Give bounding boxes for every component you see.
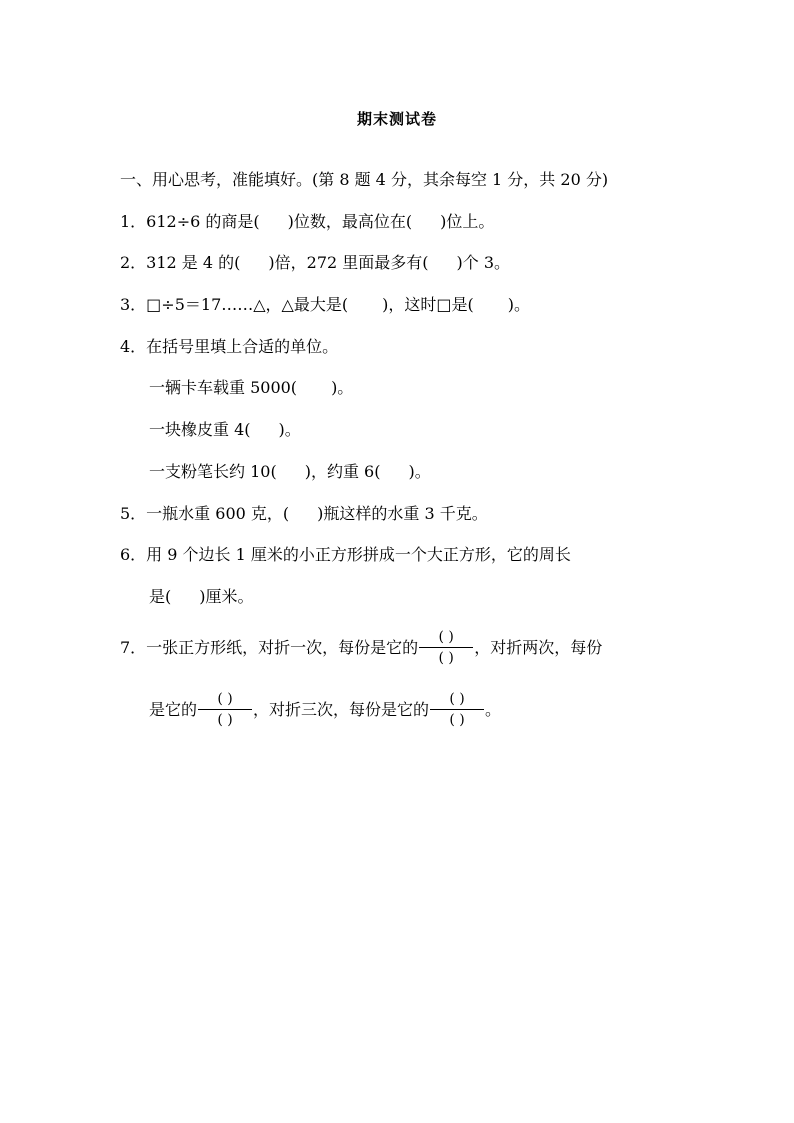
question-3 xyxy=(120,294,530,316)
section-heading: 一、用心思考，准能填好。(第 8 题 4 分，其余每空 1 分，共 20 分) xyxy=(120,170,609,189)
question-7-line-1-b: ，对折两次，每份 xyxy=(474,638,603,657)
question-4-line-2 xyxy=(149,419,301,441)
question-1-text-c: )位上。 xyxy=(440,212,495,231)
question-6-line-2-a: 是( xyxy=(149,587,172,606)
question-4-line-3-b: )，约重 6( xyxy=(304,462,381,481)
question-7-line-2-c: 。 xyxy=(485,700,502,719)
question-2-text-a: 2．312 是 4 的( xyxy=(120,253,241,272)
question-5 xyxy=(120,503,488,525)
question-7-line-2-a: 是它的 xyxy=(149,700,198,719)
question-7-line-1-a: 7．一张正方形纸，对折一次，每份是它的 xyxy=(120,638,419,657)
fraction-denominator: ( ) xyxy=(217,712,233,728)
question-2 xyxy=(120,252,510,274)
question-5-text-a: 5．一瓶水重 600 克，( xyxy=(120,504,290,523)
question-7-line-2-b: ，对折三次，每份是它的 xyxy=(253,700,430,719)
question-3-text-a: 3．□÷5＝17……△，△最大是( xyxy=(120,295,349,314)
question-4-heading: 4．在括号里填上合适的单位。 xyxy=(120,337,339,356)
question-4-line-3-a: 一支粉笔长约 10( xyxy=(149,462,277,481)
question-4-line-1 xyxy=(149,377,353,399)
fraction-denominator: ( ) xyxy=(449,712,465,728)
fraction-numerator: ( ) xyxy=(438,629,454,645)
page-title: 期末测试卷 xyxy=(356,110,437,128)
fraction-numerator: ( ) xyxy=(217,691,233,707)
fraction-numerator: ( ) xyxy=(449,691,465,707)
question-4-line-3-c: )。 xyxy=(408,462,431,481)
fraction-blank xyxy=(430,689,484,730)
question-4-line-2-a: 一块橡皮重 4( xyxy=(149,420,251,439)
question-1 xyxy=(120,211,494,233)
question-2-text-b: )倍，272 里面最多有( xyxy=(268,253,429,272)
fraction-denominator: ( ) xyxy=(438,650,454,666)
question-2-text-c: )个 3。 xyxy=(456,253,511,272)
question-1-text-b: )位数，最高位在( xyxy=(287,212,413,231)
question-7-line-1 xyxy=(120,628,602,669)
question-4-line-2-b: )。 xyxy=(278,420,301,439)
question-3-text-c: )。 xyxy=(507,295,530,314)
question-5-text-b: )瓶这样的水重 3 千克。 xyxy=(317,504,488,523)
question-7-line-2 xyxy=(149,690,501,731)
question-4-line-1-b: )。 xyxy=(331,378,354,397)
question-3-text-b: )，这时□是( xyxy=(382,295,474,314)
question-1-text-a: 1．612÷6 的商是( xyxy=(120,212,260,231)
fraction-blank xyxy=(419,627,473,668)
question-4-line-1-a: 一辆卡车载重 5000( xyxy=(149,378,298,397)
question-4-line-3 xyxy=(149,461,431,483)
question-6-line-1: 6．用 9 个边长 1 厘米的小正方形拼成一个大正方形，它的周长 xyxy=(120,545,571,564)
fraction-blank xyxy=(198,689,252,730)
question-6-line-2 xyxy=(149,586,254,608)
question-6-line-2-b: )厘米。 xyxy=(199,587,254,606)
